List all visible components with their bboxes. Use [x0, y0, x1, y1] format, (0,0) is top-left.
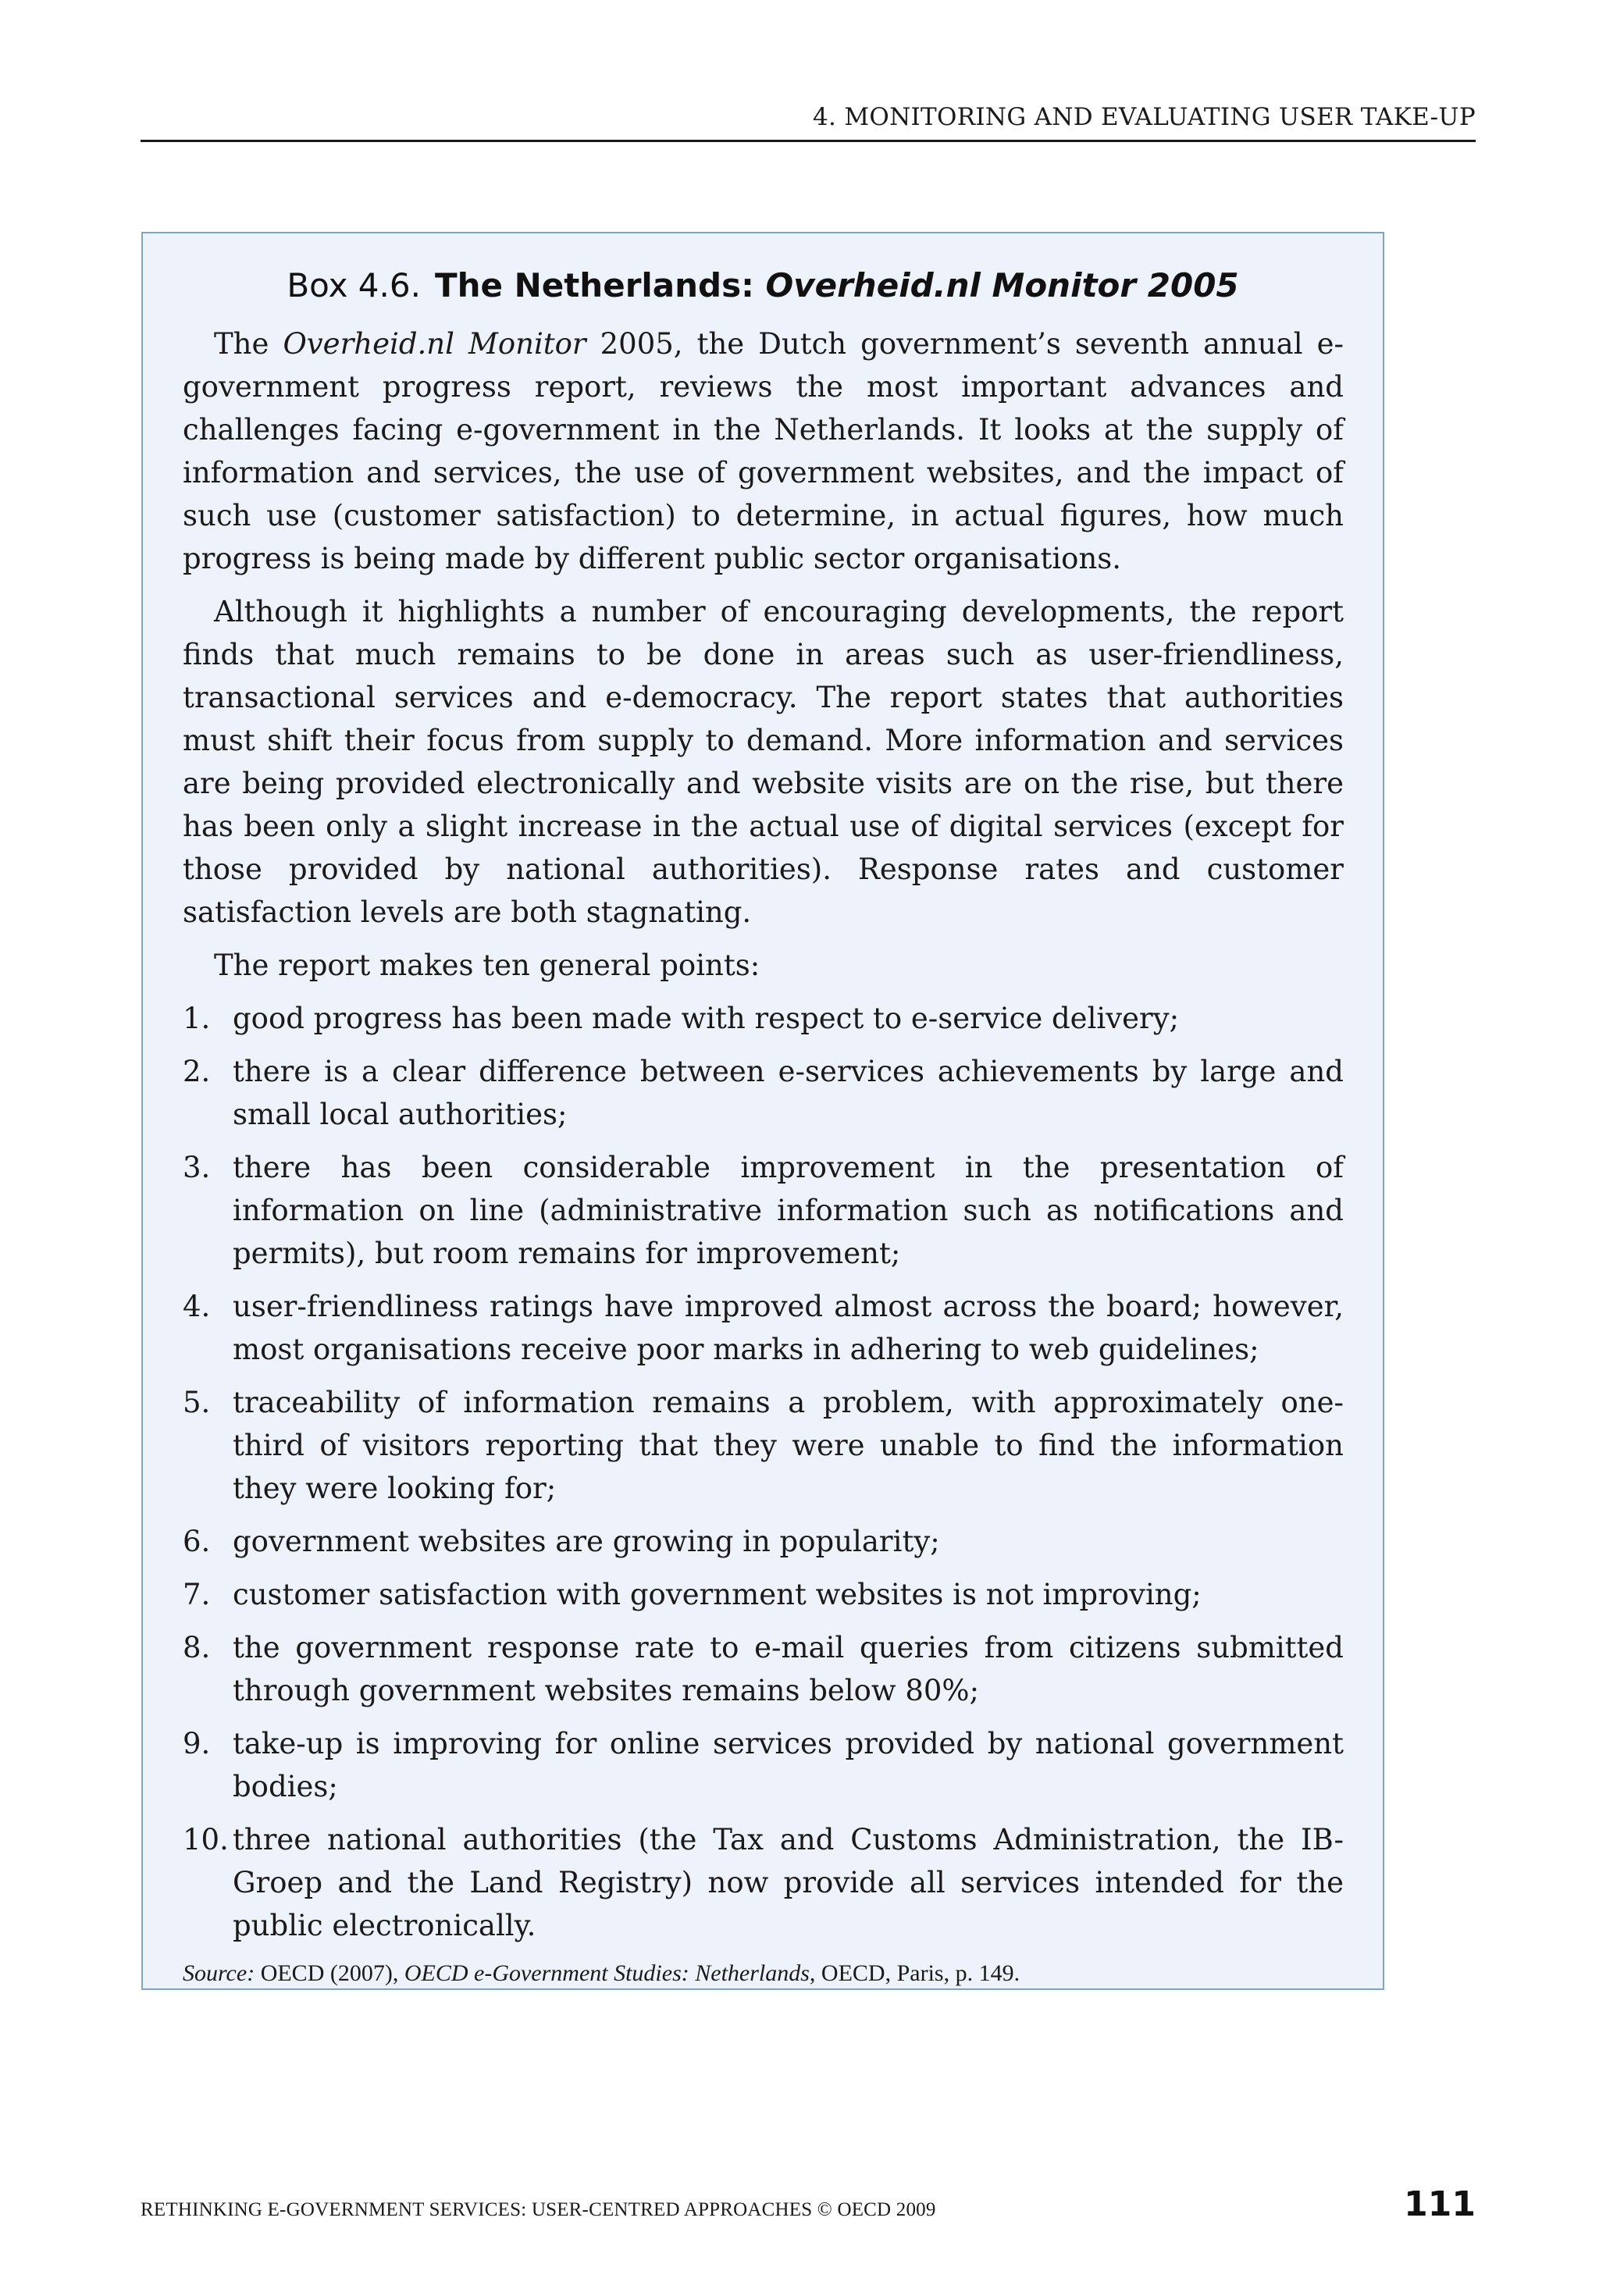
list-item: [183, 1818, 1344, 1947]
box-4-6: [141, 232, 1384, 1990]
list-item: [183, 1722, 1344, 1808]
paragraph-1: [183, 322, 1344, 580]
list-item-number: 9.: [183, 1727, 211, 1760]
box-label: Box 4.6.: [287, 266, 421, 304]
list-item: [183, 1381, 1344, 1510]
list-item-text: user-friendliness ratings have improved almost across the board; however, most organisations receive poor marks in adhering to web guidelines;: [233, 1290, 1344, 1366]
running-header: 4. MONITORING AND EVALUATING USER TAKE-UP: [813, 103, 1476, 131]
source-title: OECD e-Government Studies: Netherlands: [404, 1960, 810, 1986]
paragraph-3: The report makes ten general points:: [214, 949, 760, 982]
source-lead: OECD (2007),: [255, 1960, 404, 1986]
list-item-text: good progress has been made with respect to e-service delivery;: [233, 1002, 1180, 1035]
page-number: 111: [1404, 2184, 1476, 2224]
list-item-number: 2.: [183, 1055, 211, 1088]
paragraph-1-lead: The: [214, 327, 283, 361]
list-item: [183, 1573, 1344, 1616]
list-item-number: 10.: [183, 1823, 229, 1856]
list-item-text: government websites are growing in popularity;: [233, 1525, 940, 1558]
header-rule: [141, 140, 1476, 142]
footer-text: RETHINKING E-GOVERNMENT SERVICES: USER-CENTRED APPROACHES © OECD 2009: [141, 2199, 936, 2220]
list-item-number: 4.: [183, 1290, 211, 1323]
points-list: [183, 997, 1344, 1947]
source-note: [183, 1957, 1344, 1990]
list-item-number: 6.: [183, 1525, 211, 1558]
box-title-main: The Netherlands:: [434, 266, 766, 304]
list-item-number: 1.: [183, 1002, 211, 1035]
paragraph-1-rest: 2005, the Dutch government’s seventh annual e-government progress report, reviews the most important advances and challenges facing e-government in the Netherlands. It looks at the supply of information and services, the use of government websites, and the impact of such use (customer satisfaction) to determine, in actual figures, how much progress is being made by different public sector organisations.: [183, 327, 1344, 575]
list-item-text: traceability of information remains a problem, with approximately one-third of visitors reporting that they were unable to find the information they were looking for;: [233, 1386, 1344, 1505]
paragraph-1-italic: Overheid.nl Monitor: [283, 327, 586, 361]
list-item: [183, 997, 1344, 1040]
list-item-text: the government response rate to e-mail queries from citizens submitted through government websites remains below 80%;: [233, 1631, 1344, 1707]
list-item-text: three national authorities (the Tax and Customs Administration, the IB-Groep and the Land Registry) now provide all services intended for the public electronically.: [233, 1823, 1344, 1942]
list-item-number: 7.: [183, 1578, 211, 1611]
box-title-italic: Overheid.nl Monitor 2005: [765, 266, 1239, 304]
list-item-number: 3.: [183, 1151, 211, 1184]
list-item-text: take-up is improving for online services provided by national government bodies;: [233, 1727, 1344, 1803]
list-item-number: 5.: [183, 1386, 211, 1419]
source-label: Source:: [183, 1960, 255, 1986]
list-item-number: 8.: [183, 1631, 211, 1664]
list-item-text: there has been considerable improvement in the presentation of information on line (administrative information such as notifications and permits), but room remains for improvement;: [233, 1151, 1344, 1270]
box-body: [183, 322, 1344, 1990]
list-item-text: there is a clear difference between e-services achievements by large and small local authorities;: [233, 1055, 1344, 1131]
box-title: [143, 265, 1383, 307]
list-item: [183, 1626, 1344, 1712]
source-rest: , OECD, Paris, p. 149.: [809, 1960, 1020, 1986]
list-item: [183, 1520, 1344, 1563]
list-item-text: customer satisfaction with government websites is not improving;: [233, 1578, 1202, 1611]
list-item: [183, 1285, 1344, 1371]
paragraph-2: Although it highlights a number of encouraging developments, the report finds that much remains to be done in areas such as user-friendliness, transactional services and e-democracy. The report states that authorities must shift their focus from supply to demand. More information and services are being provided electronically and website visits are on the rise, but there has been only a slight increase in the actual use of digital services (except for those provided by national authorities). Response rates and customer satisfaction levels are both stagnating.: [183, 595, 1344, 929]
list-item: [183, 1050, 1344, 1136]
list-item: [183, 1146, 1344, 1275]
